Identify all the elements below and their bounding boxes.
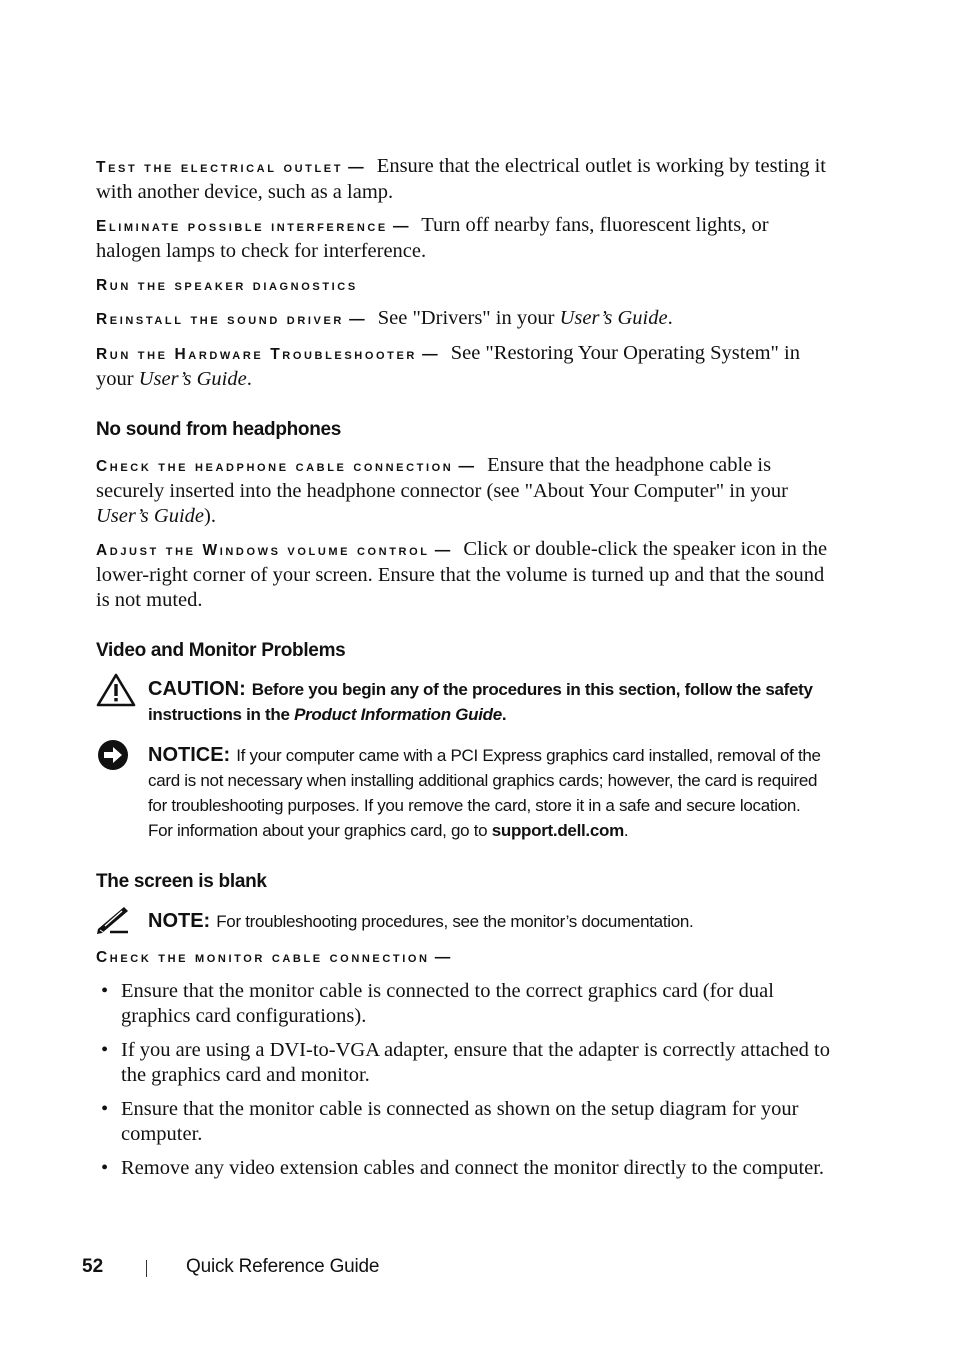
headphone-cable-text-end: ). xyxy=(204,505,216,527)
note-body: For troubleshooting procedures, see the monitor’s documentation. xyxy=(216,912,694,931)
outlet-text: Ensure that the electrical outlet is working by testing it with another device, such as a lamp. xyxy=(96,155,826,203)
note-text xyxy=(148,909,828,934)
list-item xyxy=(96,979,836,1029)
list-item-text: Remove any video extension cables and connect the monitor directly to the computer. xyxy=(121,1157,825,1179)
headphone-cable-paragraph xyxy=(96,453,831,529)
notice-body: If your computer came with a PCI Express graphics card installed, removal of the card is not necessary when installing additional graphics cards; however, the card is required for troubleshooting purposes. If you remove the card, store it in a safe and secure location. For information about your graphics card, go to xyxy=(148,746,821,840)
bullet-icon: • xyxy=(101,1039,109,1061)
interference-paragraph xyxy=(96,213,831,264)
troubleshooter-label: Run the Hardware Troubleshooter xyxy=(96,346,417,363)
list-item-text: Ensure that the monitor cable is connected to the correct graphics card (for dual graphics card configurations). xyxy=(121,980,774,1027)
monitor-cable-paragraph xyxy=(96,944,831,970)
caution-label: CAUTION: xyxy=(148,678,246,700)
volume-paragraph xyxy=(96,537,831,613)
driver-label: Reinstall the sound driver xyxy=(96,311,344,328)
headphones-heading: No sound from headphones xyxy=(96,419,342,440)
driver-guide-title: User’s Guide xyxy=(559,307,668,329)
troubleshooter-guide-title: User’s Guide xyxy=(138,368,247,390)
caution-triangle-icon xyxy=(96,673,136,712)
bullet-icon: • xyxy=(101,1157,109,1179)
list-item xyxy=(96,1097,836,1147)
troubleshooter-dash: — xyxy=(422,346,438,363)
driver-dash: — xyxy=(349,311,365,328)
caution-body-end: . xyxy=(501,705,507,724)
page-number: 52 xyxy=(82,1256,104,1277)
list-item-text: Ensure that the monitor cable is connected as shown on the setup diagram for your computer. xyxy=(121,1098,799,1145)
caution-guide-title: Product Information Guide xyxy=(294,705,502,724)
caution-text xyxy=(148,677,828,727)
notice-body-end: . xyxy=(623,821,629,840)
troubleshooter-text-end: . xyxy=(246,368,252,390)
outlet-label: Test the electrical outlet xyxy=(96,159,344,176)
note-pencil-icon xyxy=(96,905,130,940)
bullet-icon: • xyxy=(101,980,109,1002)
video-heading: Video and Monitor Problems xyxy=(96,640,346,661)
diagnostics-paragraph xyxy=(96,272,831,298)
headphone-cable-text: Ensure that the headphone cable is securely inserted into the headphone connector (see "About Your Computer" in your xyxy=(96,454,788,502)
caution-body: Before you begin any of the procedures in this section, follow the safety instructions in the xyxy=(148,680,813,724)
list-item xyxy=(96,1156,836,1181)
notice-text xyxy=(148,743,828,843)
interference-dash: — xyxy=(392,218,409,235)
driver-text: See "Drivers" in your xyxy=(377,307,560,329)
outlet-dash: — xyxy=(348,159,364,176)
volume-text: Click or double-click the speaker icon in the lower-right corner of your screen. Ensure that the volume is turned up and that the sound is not muted. xyxy=(96,538,828,611)
bullet-icon: • xyxy=(101,1098,109,1120)
troubleshooter-text: See "Restoring Your Operating System" in your xyxy=(96,342,800,390)
troubleshooter-paragraph xyxy=(96,341,831,392)
volume-dash: — xyxy=(434,542,451,559)
interference-text: Turn off nearby fans, fluorescent lights, or halogen lamps to check for interference. xyxy=(96,214,769,262)
volume-label: Adjust the Windows volume control xyxy=(96,542,430,559)
note-label: NOTE: xyxy=(148,910,211,932)
outlet-paragraph xyxy=(96,154,831,205)
diagnostics-label: Run the speaker diagnostics xyxy=(96,277,358,294)
monitor-checklist xyxy=(96,979,836,1190)
interference-label: Eliminate possible interference xyxy=(96,218,388,235)
driver-paragraph xyxy=(96,306,831,332)
notice-label: NOTICE: xyxy=(148,744,231,766)
list-item xyxy=(96,1038,836,1088)
monitor-cable-dash: — xyxy=(434,949,451,966)
headphone-guide-title: User’s Guide xyxy=(96,505,205,527)
headphone-cable-dash: — xyxy=(458,458,474,475)
support-link-text: support.dell.com xyxy=(491,821,624,840)
blank-screen-heading: The screen is blank xyxy=(96,871,267,892)
headphone-cable-label: Check the headphone cable connection xyxy=(96,458,454,475)
notice-arrow-icon xyxy=(96,739,130,776)
driver-text-end: . xyxy=(667,307,673,329)
list-item-text: If you are using a DVI-to-VGA adapter, ensure that the adapter is correctly attached to the graphics card and monitor. xyxy=(121,1039,830,1086)
footer-divider xyxy=(146,1260,147,1277)
monitor-cable-label: Check the monitor cable connection xyxy=(96,949,430,966)
footer-title: Quick Reference Guide xyxy=(186,1256,380,1277)
